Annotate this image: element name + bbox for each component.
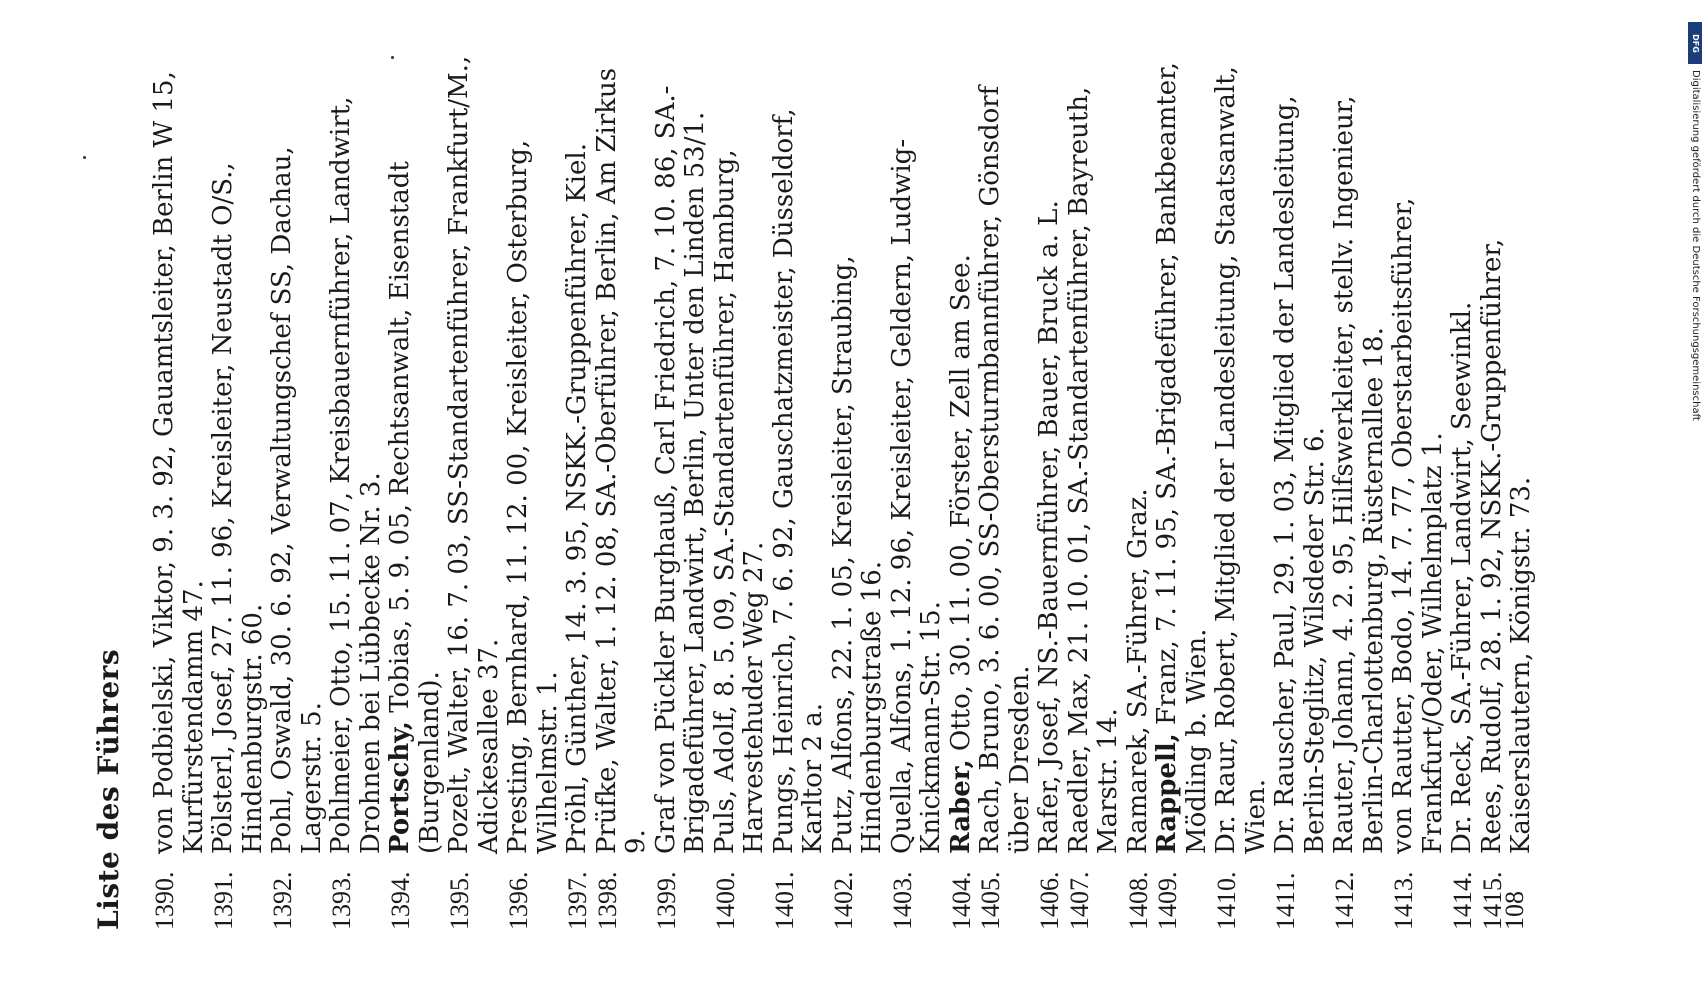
entry-text (1035, 50, 1065, 854)
entry-text (1271, 50, 1330, 854)
entry-details: Josef, NS.-Bauernführer, Bauer, Bruck a. L. (1034, 200, 1064, 776)
entry-details: Heinrich, 7. 6. 92, Gauschatzmeister, Düsseldorf, Karltor 2 a. (768, 108, 828, 854)
list-item (1478, 50, 1537, 930)
entry-details: Viktor, 9. 3. 92, Gauamtsleiter, Berlin W 15, Kurfürstendamm 47. (149, 71, 209, 854)
entry-details: Walter, 16. 7. 03, SS-Standartenführer, Frankfurt/M., Adickesallee 37. (444, 55, 504, 854)
list-item (445, 50, 504, 930)
entry-number: 1402. (828, 871, 858, 930)
list-item (711, 50, 770, 930)
entry-text (1153, 50, 1212, 854)
entry-number: 1408. (1123, 871, 1153, 930)
entry-name: Pohlmeier, (326, 715, 356, 854)
page-number: 108 (1500, 891, 1529, 930)
list-item (1330, 50, 1389, 930)
entry-name: von Rautter, (1388, 692, 1418, 854)
entry-text (1389, 50, 1448, 854)
entry-details: Robert, Mitglied der Landesleitung, Staatsanwalt, Wien. (1211, 66, 1271, 854)
entry-details: Franz, 7. 11. 95, SA.-Brigadeführer, Bankbeamter, Mödling b. Wien. (1152, 62, 1212, 854)
entry-text (770, 50, 829, 854)
entry-name: Dr. Reck, (1447, 733, 1477, 854)
entry-text (209, 50, 268, 854)
entry-number: 1405. (976, 871, 1005, 930)
entry-number: 1391. (209, 871, 238, 930)
entry-details: Paul, 29. 1. 03, Mitglied der Landesleitung, Berlin-Steglitz, Wilsdeder Str. 6. (1270, 95, 1330, 854)
entry-number: 1415. (1477, 871, 1507, 930)
entry-text (150, 50, 209, 854)
entry-name: Pölsterl, (208, 745, 238, 854)
attribution-text: Digitalisierung gefördert durch die Deutsche Forschungsgemeinschaft (1690, 70, 1701, 421)
entry-name: Rauter, (1329, 757, 1359, 854)
entry-details: Josef, 27. 11. 96, Kreisleiter, Neustadt O/S., Hindenburgstr. 60. (208, 162, 268, 854)
entry-text (1478, 50, 1537, 854)
entry-details: Adolf, 8. 5. 09, SA.-Standartenführer, Hamburg, Harvestehuder Weg 27. (709, 149, 769, 854)
list-item (1212, 50, 1271, 930)
entry-number: 1410. (1212, 871, 1241, 930)
entry-details: Oswald, 30. 6. 92, Verwaltungschef SS, Dachau, Lagerstr. 5. (267, 146, 327, 854)
dfg-logo-text: DFG (1690, 33, 1700, 53)
entry-name: Pungs, (768, 764, 799, 854)
entry-name: Presting, (503, 734, 533, 854)
entry-details: Otto, 15. 11. 07, Kreisbauernführer, Landwirt, Drohnen bei Lübbecke Nr. 3. (326, 96, 386, 854)
entry-text (1330, 50, 1389, 854)
entry-number: 1404. (946, 871, 976, 930)
entry-text (386, 50, 445, 854)
list-item (1448, 50, 1478, 930)
entry-list (150, 50, 1537, 930)
entry-number: 1413. (1389, 871, 1418, 930)
list-item (1065, 50, 1124, 930)
dfg-logo-icon (1688, 22, 1702, 64)
entry-number: 1399. (651, 871, 681, 930)
entry-details: Günther, 14. 3. 95, NSKK.-Gruppenführer, Kiel. (562, 143, 592, 776)
entry-text (563, 50, 593, 854)
entry-text (888, 50, 947, 854)
list-item (976, 50, 1035, 930)
entry-text (829, 50, 888, 854)
entry-details: SA.-Führer, Graz. (1122, 488, 1153, 727)
entry-text (268, 50, 327, 854)
print-speck (391, 56, 394, 59)
entry-details: Bruno, 3. 6. 00, SS-Obersturmbannführer, Gönsdorf über Dresden. (975, 85, 1035, 854)
entry-number: 1411. (1271, 872, 1300, 930)
entry-name: Putz, (827, 787, 858, 854)
entry-number: 1394. (386, 871, 415, 930)
entry-number: 1406. (1035, 871, 1064, 930)
entry-text (445, 50, 504, 854)
entry-number: 1407. (1064, 871, 1094, 930)
entry-name: Pröhl, (562, 775, 592, 854)
entry-name: Prüfke, (591, 758, 622, 854)
entry-details: Johann, 4. 2. 95, Hilfswerkleiter, stellv. Ingenieur, Berlin-Charlottenburg, Rüsternallee 18. (1329, 95, 1389, 854)
entry-text (947, 50, 977, 854)
entry-name: Dr. Raur, (1211, 736, 1241, 854)
list-item (593, 50, 652, 930)
entry-number: 1401. (769, 871, 799, 930)
attribution-strip (1688, 70, 1702, 930)
entry-number: 1397. (563, 871, 592, 930)
entry-details: Alfons, 1. 12. 96, Kreisleiter, Geldern, Ludwig-Knickmann-Str. 15. (886, 138, 946, 854)
entry-text (711, 50, 770, 854)
entry-number: 1395. (445, 871, 474, 930)
entry-name: Quella, (886, 760, 917, 854)
list-item (1153, 50, 1212, 930)
list-item (1035, 50, 1065, 930)
page-heading: Liste des Führers (92, 648, 125, 930)
list-item (947, 50, 977, 930)
entry-text (1124, 50, 1154, 854)
entry-text (652, 50, 711, 854)
entry-text (327, 50, 386, 854)
entry-name: Portschy, (385, 721, 415, 854)
entry-text (1212, 50, 1271, 854)
list-item (888, 50, 947, 930)
entry-number: 1398. (592, 871, 622, 930)
entry-name: Puls, (709, 789, 740, 854)
entry-details: Tobias, 5. 9. 05, Rechtsanwalt, Eisenstadt (Burgenland). (385, 161, 445, 854)
entry-name: Pozelt, (444, 765, 474, 854)
entry-number: 1396. (504, 871, 533, 930)
list-item (563, 50, 593, 930)
entry-number: 1414. (1448, 871, 1477, 930)
entry-name: Pohl, (267, 788, 297, 854)
entry-name: Rafer, (1034, 775, 1064, 854)
entry-details: Carl Friedrich, 7. 10. 86, SA.-Brigadeführer, Landwirt, Berlin, Unter den Linden 53/1. (650, 85, 710, 854)
list-item (829, 50, 888, 930)
list-item (268, 50, 327, 930)
entry-name: Rees, (1476, 782, 1507, 854)
list-item (770, 50, 829, 930)
list-item (1271, 50, 1330, 930)
list-item (150, 50, 209, 930)
list-item (386, 50, 445, 930)
entry-details: Walter, 1. 12. 08, SA.-Oberführer, Berlin, Am Zirkus 9. (591, 67, 651, 854)
entry-number: 1409. (1153, 871, 1182, 930)
entry-details: Bernhard, 11. 12. 00, Kreisleiter, Osterburg, Wilhelmstr. 1. (503, 139, 563, 854)
entry-text (593, 50, 652, 854)
entry-text (504, 50, 563, 854)
list-item (327, 50, 386, 930)
entry-name: Raber, (945, 759, 976, 854)
entry-name: Rach, (975, 778, 1005, 854)
list-item (504, 50, 563, 930)
entry-name: Rappell, (1152, 733, 1182, 854)
entry-name: Ramarek, (1122, 726, 1153, 854)
list-item (1124, 50, 1154, 930)
entry-text (976, 50, 1035, 854)
entry-number: 1390. (150, 871, 179, 930)
list-item (209, 50, 268, 930)
entry-number: 1392. (268, 871, 297, 930)
entry-number: 1403. (887, 871, 917, 930)
entry-details: Otto, 30. 11. 00, Förster, Zell am See. (945, 254, 976, 760)
entry-details: Rudolf, 28. 1. 92, NSKK.-Gruppenführer, Kaiserslautern, Königstr. 73. (1476, 238, 1536, 854)
entry-name: Graf von Pückler Burghauß, (650, 483, 681, 854)
entry-name: von Podbielski, (149, 655, 179, 854)
list-item (652, 50, 711, 930)
entry-number: 1412. (1330, 871, 1359, 930)
entry-details: Bodo, 14. 7. 77, Oberstarbeitsführer, Frankfurt/Oder, Wilhelmplatz 1. (1388, 197, 1448, 854)
entry-number: 1400. (710, 871, 740, 930)
print-speck (83, 156, 86, 159)
entry-details: SA.-Führer, Landwirt, Seewinkl. (1447, 301, 1477, 734)
list-item (1389, 50, 1448, 930)
entry-name: Dr. Rauscher, (1270, 676, 1300, 854)
entry-details: Alfons, 22. 1. 05, Kreisleiter, Straubing, Hindenburgstraße 16. (827, 255, 887, 854)
entry-text (1448, 50, 1478, 854)
entry-name: Raedler, (1063, 744, 1094, 854)
entry-details: Max, 21. 10. 01, SA.-Standartenführer, Bayreuth, Marstr. 14. (1063, 86, 1123, 854)
entry-text (1065, 50, 1124, 854)
entry-number: 1393. (327, 871, 356, 930)
